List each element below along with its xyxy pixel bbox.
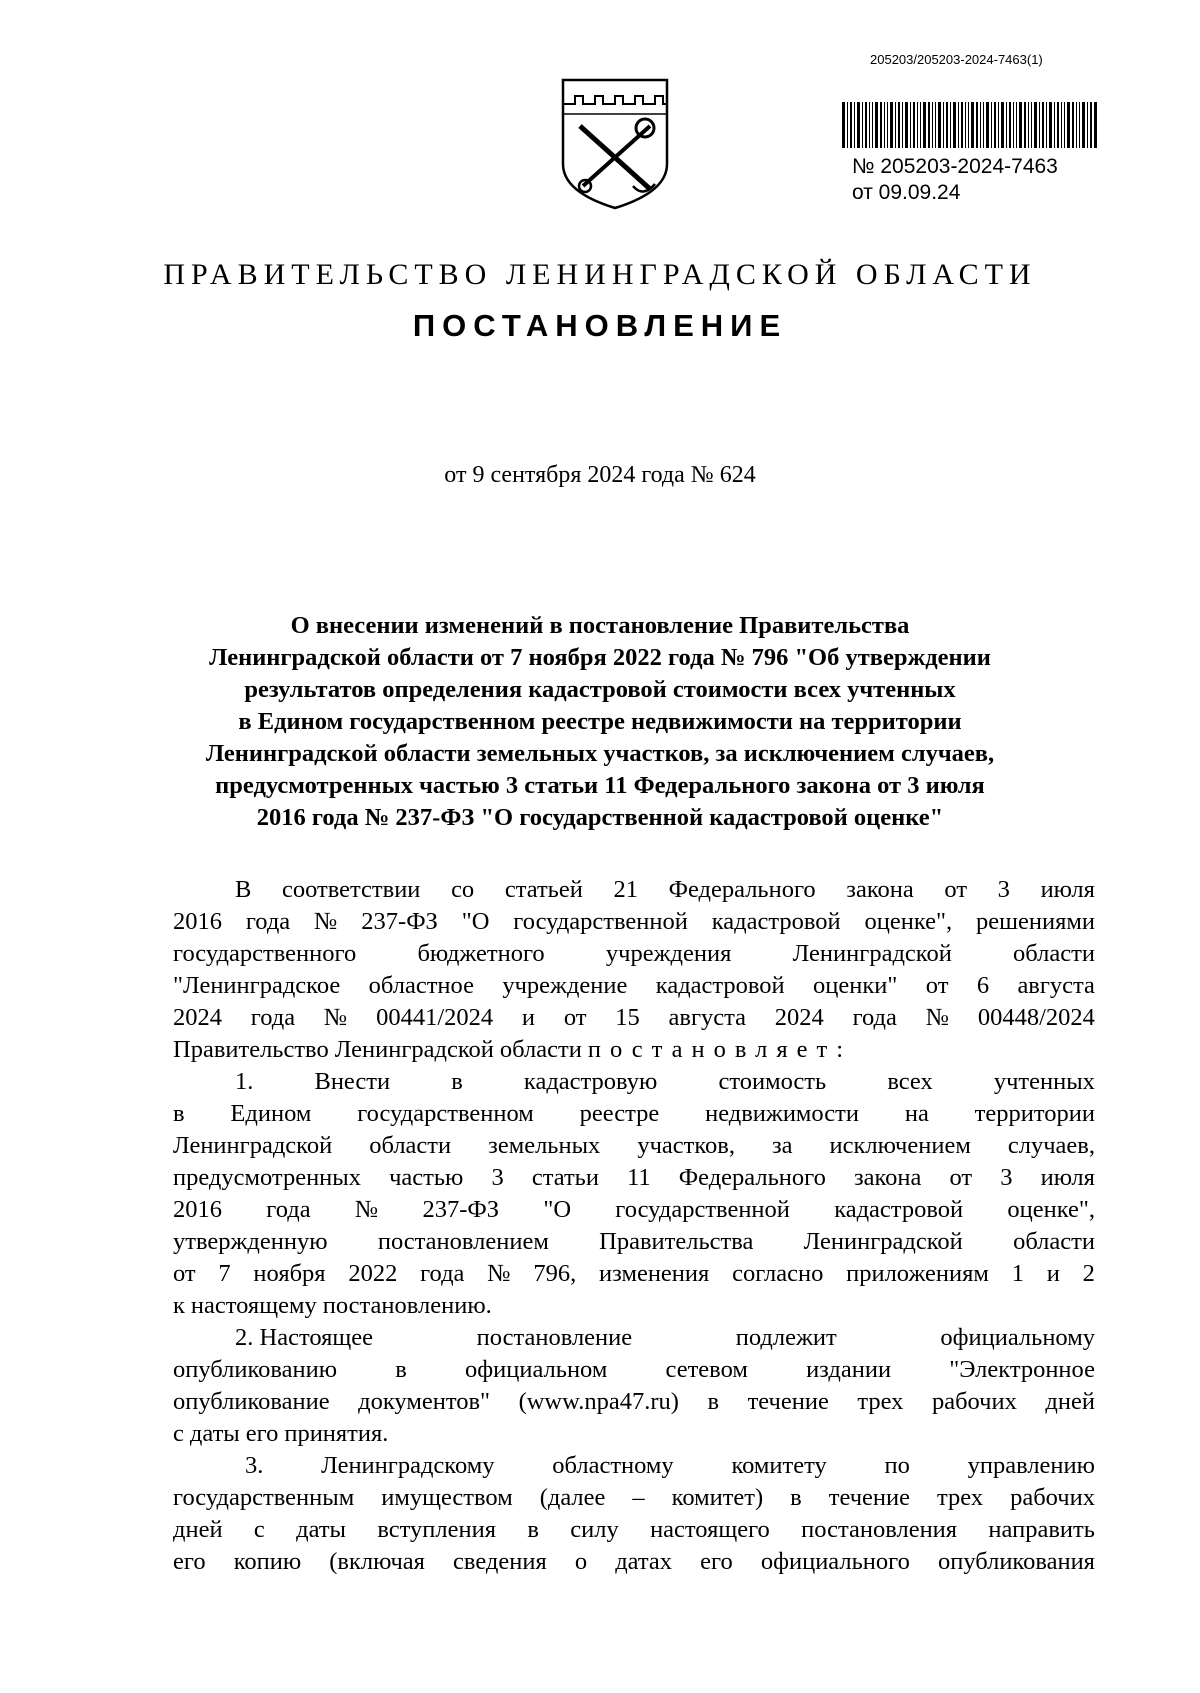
body-word: кадастровой xyxy=(655,972,785,999)
body-word: (далее xyxy=(539,1484,606,1511)
registration-date: от 09.09.24 xyxy=(852,181,961,204)
body-line xyxy=(173,1514,1095,1546)
body-word: датах xyxy=(615,1548,673,1575)
body-word: имуществом xyxy=(381,1484,513,1511)
body-word: бюджетного xyxy=(417,940,545,967)
body-word: течение xyxy=(747,1388,829,1415)
body-word: Правительства xyxy=(599,1228,754,1255)
body-word: августа xyxy=(668,1004,747,1031)
title-line: 2016 года № 237-ФЗ "О государственной кадастровой оценке" xyxy=(256,804,944,831)
body-word: участков, xyxy=(637,1132,735,1159)
body-word: дней xyxy=(1045,1388,1095,1415)
body-word: опубликования xyxy=(937,1548,1095,1575)
body-word: 21 xyxy=(613,876,638,903)
body-word: и xyxy=(521,1004,536,1031)
body-word: № xyxy=(354,1196,379,1223)
body-line xyxy=(173,1002,1095,1034)
coat-of-arms-emblem xyxy=(555,74,675,214)
body-word: государственного xyxy=(173,940,357,967)
title-line: Ленинградской области от 7 ноября 2022 года № 796 "Об утверждении xyxy=(209,644,991,671)
body-word: Ленинградскому xyxy=(321,1452,495,1479)
body-word: в xyxy=(707,1388,720,1415)
body-line xyxy=(173,1098,1095,1130)
body-word: государственном xyxy=(357,1100,534,1127)
body-word: с xyxy=(253,1516,265,1543)
body-word: в xyxy=(395,1356,407,1383)
body-word: 1 xyxy=(1011,1260,1024,1287)
body-word: В xyxy=(235,876,252,903)
body-word: государственным xyxy=(173,1484,355,1511)
body-word: реестре xyxy=(579,1100,660,1127)
body-word: копию xyxy=(233,1548,302,1575)
body-word: "О xyxy=(543,1196,572,1223)
body-word: 3 xyxy=(997,876,1010,903)
body-word: к xyxy=(173,1292,185,1319)
body-word: и xyxy=(1046,1260,1060,1287)
body-word: закона xyxy=(846,876,914,903)
body-word: № xyxy=(925,1004,950,1031)
body-word: принятия. xyxy=(284,1420,389,1447)
body-word: года xyxy=(250,1004,296,1031)
body-word: года xyxy=(420,1260,465,1287)
body-word: учреждение xyxy=(502,972,628,999)
body-word: Правительство xyxy=(173,1036,329,1063)
body-word: приложениям xyxy=(846,1260,989,1287)
body-word: постановлению. xyxy=(322,1292,492,1319)
body-word: от xyxy=(563,1004,587,1031)
body-word: опубликованию xyxy=(173,1356,338,1383)
body-word: постановление xyxy=(476,1324,633,1351)
body-word: 2. Настоящее xyxy=(235,1324,373,1351)
body-word: дней xyxy=(173,1516,223,1543)
body-word: 3 xyxy=(491,1164,504,1191)
body-line xyxy=(173,1258,1095,1290)
body-word: от xyxy=(944,876,968,903)
body-word: области xyxy=(499,1036,582,1063)
document-id: 205203/205203-2024-7463(1) xyxy=(870,52,1043,67)
body-word: 237-ФЗ xyxy=(361,908,438,935)
body-line xyxy=(173,1034,1095,1066)
body-word: вступления xyxy=(377,1516,496,1543)
body-word: 2024 xyxy=(173,1004,222,1031)
body-word: "Электронное xyxy=(949,1356,1095,1383)
resolution-date-number: от 9 сентября 2024 года № 624 xyxy=(444,462,756,488)
body-word: всех xyxy=(887,1068,933,1095)
body-word: Ленинградской xyxy=(803,1228,963,1255)
body-word: 15 xyxy=(615,1004,640,1031)
body-word: о xyxy=(574,1548,588,1575)
resolution-title xyxy=(150,610,1050,834)
title-line: Ленинградской области земельных участков, за исключением случаев, xyxy=(205,740,995,767)
body-word: земельных xyxy=(488,1132,601,1159)
body-word: его xyxy=(700,1548,733,1575)
body-word: направить xyxy=(988,1516,1095,1543)
body-word: от xyxy=(949,1164,973,1191)
body-word: комитет) xyxy=(671,1484,764,1511)
body-line xyxy=(173,1450,1095,1482)
body-word: случаев, xyxy=(1007,1132,1095,1159)
body-word: даты xyxy=(189,1420,240,1447)
body-word: комитету xyxy=(731,1452,827,1479)
body-word: 11 xyxy=(627,1164,651,1191)
body-word: в xyxy=(451,1068,463,1095)
body-word: Федерального xyxy=(678,1164,826,1191)
body-word: № xyxy=(323,1004,348,1031)
body-word: в xyxy=(173,1100,185,1127)
body-word: 00448/2024 xyxy=(977,1004,1095,1031)
body-word: кадастровой xyxy=(711,908,841,935)
body-line xyxy=(173,1194,1095,1226)
body-word: (включая xyxy=(329,1548,425,1575)
body-word: 2024 xyxy=(774,1004,824,1031)
body-word: области xyxy=(369,1132,452,1159)
body-word: подлежит xyxy=(735,1324,837,1351)
body-word: "Ленинградское xyxy=(173,972,341,999)
title-line: в Едином государственном реестре недвижимости на территории xyxy=(238,708,962,735)
body-word: государственной xyxy=(615,1196,790,1223)
body-word: согласно xyxy=(732,1260,824,1287)
body-word: за xyxy=(771,1132,793,1159)
body-line xyxy=(173,1162,1095,1194)
body-word: частью xyxy=(389,1164,464,1191)
body-word: 6 xyxy=(976,972,990,999)
body-word: статьей xyxy=(504,876,583,903)
body-word: ноября xyxy=(253,1260,326,1287)
body-word: опубликование xyxy=(173,1388,330,1415)
body-word: изменения xyxy=(599,1260,710,1287)
body-line xyxy=(173,874,1095,906)
body-word: – xyxy=(632,1484,645,1511)
body-word: его xyxy=(245,1420,279,1447)
body-word: официальном xyxy=(465,1356,608,1383)
resolves-word: постановляет: xyxy=(587,1036,853,1063)
body-word: недвижимости xyxy=(705,1100,859,1127)
body-word: Внести xyxy=(314,1068,391,1095)
body-word: 2016 xyxy=(173,1196,222,1223)
body-word: области xyxy=(1013,940,1095,967)
body-word: в xyxy=(527,1516,539,1543)
body-word: сведения xyxy=(453,1548,547,1575)
document-type: ПОСТАНОВЛЕНИЕ xyxy=(412,308,788,343)
body-word: сетевом xyxy=(665,1356,748,1383)
body-word: с xyxy=(173,1420,184,1447)
body-word: Ленинградской xyxy=(173,1132,333,1159)
body-word: от xyxy=(925,972,949,999)
body-word: оценке", xyxy=(1007,1196,1095,1223)
body-word: № xyxy=(314,908,338,935)
body-word: 2016 xyxy=(173,908,222,935)
body-word: предусмотренных xyxy=(173,1164,361,1191)
body-word: постановлением xyxy=(377,1228,549,1255)
body-word: (www.npa47.ru) xyxy=(518,1388,679,1415)
body-word: областному xyxy=(552,1452,674,1479)
body-word: 2 xyxy=(1082,1260,1095,1287)
body-word: рабочих xyxy=(931,1388,1017,1415)
title-line: О внесении изменений в постановление Правительства xyxy=(290,612,910,639)
body-word: учтенных xyxy=(993,1068,1095,1095)
body-line xyxy=(173,1546,1095,1578)
body-line xyxy=(173,1066,1095,1098)
body-word: оценке", xyxy=(864,908,953,935)
body-word: года xyxy=(852,1004,897,1031)
body-word: по xyxy=(884,1452,910,1479)
body-word: 3. xyxy=(245,1452,264,1479)
body-word: стоимость xyxy=(718,1068,827,1095)
body-word: исключением xyxy=(829,1132,971,1159)
body-line xyxy=(173,938,1095,970)
body-word: 796, xyxy=(533,1260,577,1287)
body-word: Федерального xyxy=(668,876,816,903)
body-word: "О xyxy=(461,908,490,935)
body-word: издании xyxy=(806,1356,892,1383)
body-word: областное xyxy=(368,972,474,999)
body-line xyxy=(173,970,1095,1002)
body-word: кадастровой xyxy=(834,1196,964,1223)
body-word: официальному xyxy=(940,1324,1095,1351)
body-word: государственной xyxy=(513,908,688,935)
body-line xyxy=(173,1354,1095,1386)
registration-number: № 205203-2024-7463 xyxy=(852,155,1058,178)
body-word: настоящему xyxy=(190,1292,317,1319)
body-word: июля xyxy=(1040,1164,1095,1191)
body-word: августа xyxy=(1017,972,1095,999)
body-word: года xyxy=(245,908,291,935)
barcode-image xyxy=(842,102,1097,148)
body-word: года xyxy=(266,1196,311,1223)
body-word: учреждения xyxy=(605,940,732,967)
body-word: 7 xyxy=(218,1260,231,1287)
body-word: трех xyxy=(857,1388,904,1415)
body-word: течение xyxy=(828,1484,911,1511)
body-word: Ленинградской xyxy=(334,1036,494,1063)
body-word: кадастровую xyxy=(523,1068,658,1095)
body-word: рабочих xyxy=(1010,1484,1095,1511)
body-word: официального xyxy=(760,1548,910,1575)
body-word: 3 xyxy=(1000,1164,1013,1191)
body-line xyxy=(173,1290,1095,1322)
body-word: со xyxy=(451,876,475,903)
body-word: в xyxy=(790,1484,802,1511)
body-word: документов" xyxy=(358,1388,491,1415)
body-line xyxy=(173,1482,1095,1514)
body-line xyxy=(173,1386,1095,1418)
body-word: статьи xyxy=(531,1164,599,1191)
body-word: № xyxy=(487,1260,511,1287)
body-word: даты xyxy=(296,1516,346,1543)
body-word: закона xyxy=(853,1164,922,1191)
body-word: территории xyxy=(974,1100,1095,1127)
body-word: постановления xyxy=(801,1516,958,1543)
body-line xyxy=(173,1418,1095,1450)
body-word: настоящего xyxy=(650,1516,770,1543)
body-line xyxy=(173,906,1095,938)
title-line: результатов определения кадастровой стоимости всех учтенных xyxy=(244,676,956,703)
body-word: 237-ФЗ xyxy=(422,1196,500,1223)
body-word: 1. xyxy=(235,1068,254,1095)
body-word: 00441/2024 xyxy=(376,1004,494,1031)
body-word: трех xyxy=(937,1484,984,1511)
body-word: его xyxy=(173,1548,206,1575)
body-word: соответствии xyxy=(281,876,421,903)
title-line: предусмотренных частью 3 статьи 11 Федерального закона от 3 июля xyxy=(215,772,985,799)
body-word: на xyxy=(904,1100,929,1127)
body-word: решениями xyxy=(976,908,1095,935)
body-word: Едином xyxy=(230,1100,312,1127)
body-word: Ленинградской xyxy=(792,940,952,967)
body-word: июля xyxy=(1040,876,1095,903)
government-name: ПРАВИТЕЛЬСТВО ЛЕНИНГРАДСКОЙ ОБЛАСТИ xyxy=(163,258,1037,291)
registration-block xyxy=(852,154,1058,206)
body-line xyxy=(173,1130,1095,1162)
body-line xyxy=(173,1226,1095,1258)
body-word: силу xyxy=(570,1516,619,1543)
body-word: управлению xyxy=(967,1452,1095,1479)
body-word: от xyxy=(173,1260,196,1287)
body-line xyxy=(173,1322,1095,1354)
body-word: 2022 xyxy=(348,1260,398,1287)
resolution-body xyxy=(173,874,1095,1578)
body-word: утвержденную xyxy=(173,1228,328,1255)
body-word: оценки" xyxy=(813,972,898,999)
body-word: области xyxy=(1013,1228,1095,1255)
